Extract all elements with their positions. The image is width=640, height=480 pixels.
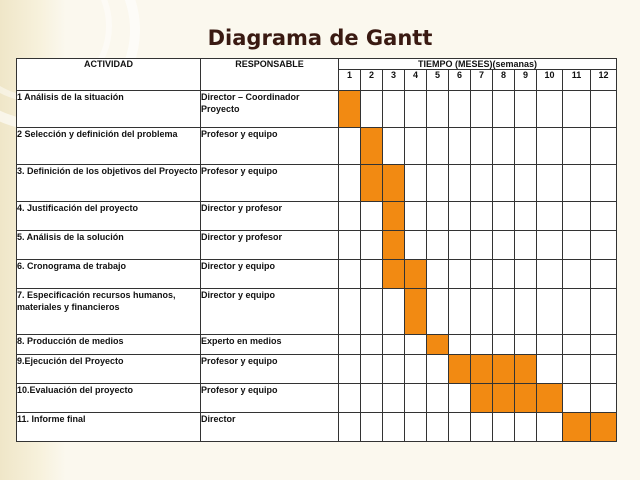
activity-cell: 8. Producción de medios xyxy=(17,335,201,355)
gantt-empty-cell xyxy=(537,335,563,355)
responsible-cell: Director y profesor xyxy=(201,202,339,231)
gantt-empty-cell xyxy=(537,128,563,165)
gantt-bar-cell xyxy=(383,202,405,231)
gantt-empty-cell xyxy=(427,260,449,289)
gantt-empty-cell xyxy=(471,231,493,260)
gantt-empty-cell xyxy=(427,128,449,165)
gantt-empty-cell xyxy=(515,289,537,335)
gantt-empty-cell xyxy=(563,289,591,335)
responsible-cell: Profesor y equipo xyxy=(201,128,339,165)
gantt-empty-cell xyxy=(361,413,383,442)
gantt-bar-cell xyxy=(405,289,427,335)
gantt-empty-cell xyxy=(563,91,591,128)
time-header: TIEMPO (MESES)(semanas) xyxy=(339,59,617,70)
gantt-bar-cell xyxy=(493,355,515,384)
month-number: 2 xyxy=(361,70,383,91)
gantt-empty-cell xyxy=(537,289,563,335)
gantt-empty-cell xyxy=(427,289,449,335)
gantt-empty-cell xyxy=(471,335,493,355)
gantt-empty-cell xyxy=(383,289,405,335)
gantt-empty-cell xyxy=(339,202,361,231)
activity-cell: 10.Evaluación del proyecto xyxy=(17,384,201,413)
gantt-empty-cell xyxy=(383,91,405,128)
gantt-bar-cell xyxy=(591,413,617,442)
month-number: 4 xyxy=(405,70,427,91)
gantt-bar-cell xyxy=(471,355,493,384)
gantt-empty-cell xyxy=(339,289,361,335)
gantt-bar-cell xyxy=(383,260,405,289)
gantt-empty-cell xyxy=(563,335,591,355)
month-number: 9 xyxy=(515,70,537,91)
gantt-empty-cell xyxy=(515,202,537,231)
gantt-empty-cell xyxy=(339,355,361,384)
gantt-empty-cell xyxy=(427,231,449,260)
gantt-empty-cell xyxy=(563,165,591,202)
gantt-bar-cell xyxy=(493,384,515,413)
responsible-cell: Experto en medios xyxy=(201,335,339,355)
gantt-empty-cell xyxy=(361,355,383,384)
activity-cell: 1 Análisis de la situación xyxy=(17,91,201,128)
gantt-bar-cell xyxy=(361,165,383,202)
table-row xyxy=(17,128,617,165)
gantt-empty-cell xyxy=(427,355,449,384)
gantt-empty-cell xyxy=(471,165,493,202)
gantt-empty-cell xyxy=(339,413,361,442)
gantt-empty-cell xyxy=(563,355,591,384)
month-number: 10 xyxy=(537,70,563,91)
activity-cell: 4. Justificación del proyecto xyxy=(17,202,201,231)
gantt-empty-cell xyxy=(591,91,617,128)
gantt-empty-cell xyxy=(515,165,537,202)
responsible-cell: Director – Coordinador Proyecto xyxy=(201,91,339,128)
responsible-cell: Profesor y equipo xyxy=(201,355,339,384)
gantt-empty-cell xyxy=(449,335,471,355)
gantt-empty-cell xyxy=(449,289,471,335)
gantt-empty-cell xyxy=(591,165,617,202)
table-row xyxy=(17,260,617,289)
activity-cell: 9.Ejecución del Proyecto xyxy=(17,355,201,384)
gantt-bar-cell xyxy=(563,413,591,442)
gantt-empty-cell xyxy=(405,91,427,128)
gantt-empty-cell xyxy=(515,413,537,442)
gantt-bar-cell xyxy=(405,260,427,289)
gantt-empty-cell xyxy=(493,231,515,260)
gantt-empty-cell xyxy=(493,202,515,231)
gantt-empty-cell xyxy=(537,231,563,260)
gantt-empty-cell xyxy=(339,165,361,202)
gantt-empty-cell xyxy=(493,413,515,442)
gantt-empty-cell xyxy=(427,202,449,231)
gantt-empty-cell xyxy=(493,128,515,165)
gantt-empty-cell xyxy=(339,384,361,413)
activity-cell: 7. Especificación recursos humanos, materiales y financieros xyxy=(17,289,201,335)
gantt-empty-cell xyxy=(471,202,493,231)
gantt-empty-cell xyxy=(493,260,515,289)
gantt-empty-cell xyxy=(591,384,617,413)
table-row xyxy=(17,91,617,128)
gantt-empty-cell xyxy=(591,335,617,355)
gantt-empty-cell xyxy=(405,384,427,413)
gantt-bar-cell xyxy=(339,91,361,128)
gantt-bar-cell xyxy=(383,165,405,202)
gantt-empty-cell xyxy=(537,165,563,202)
gantt-empty-cell xyxy=(515,335,537,355)
gantt-empty-cell xyxy=(591,355,617,384)
gantt-empty-cell xyxy=(537,260,563,289)
gantt-empty-cell xyxy=(361,260,383,289)
gantt-empty-cell xyxy=(361,384,383,413)
gantt-empty-cell xyxy=(537,355,563,384)
gantt-empty-cell xyxy=(405,128,427,165)
gantt-empty-cell xyxy=(515,231,537,260)
activity-cell: 5. Análisis de la solución xyxy=(17,231,201,260)
month-number: 5 xyxy=(427,70,449,91)
table-row xyxy=(17,335,617,355)
table-row xyxy=(17,355,617,384)
gantt-empty-cell xyxy=(563,260,591,289)
gantt-table xyxy=(16,58,617,442)
month-number: 3 xyxy=(383,70,405,91)
responsible-cell: Profesor y equipo xyxy=(201,165,339,202)
gantt-empty-cell xyxy=(449,231,471,260)
gantt-empty-cell xyxy=(361,91,383,128)
gantt-empty-cell xyxy=(383,335,405,355)
gantt-empty-cell xyxy=(493,335,515,355)
gantt-empty-cell xyxy=(405,335,427,355)
gantt-empty-cell xyxy=(591,289,617,335)
gantt-empty-cell xyxy=(537,202,563,231)
gantt-empty-cell xyxy=(361,289,383,335)
gantt-empty-cell xyxy=(471,413,493,442)
gantt-empty-cell xyxy=(339,128,361,165)
responsible-cell: Director y equipo xyxy=(201,260,339,289)
gantt-empty-cell xyxy=(515,128,537,165)
gantt-empty-cell xyxy=(471,289,493,335)
gantt-empty-cell xyxy=(537,91,563,128)
responsible-cell: Director y profesor xyxy=(201,231,339,260)
gantt-bar-cell xyxy=(515,355,537,384)
month-number: 7 xyxy=(471,70,493,91)
gantt-empty-cell xyxy=(563,231,591,260)
gantt-empty-cell xyxy=(361,335,383,355)
table-row xyxy=(17,165,617,202)
gantt-empty-cell xyxy=(449,202,471,231)
gantt-empty-cell xyxy=(537,413,563,442)
gantt-empty-cell xyxy=(471,128,493,165)
gantt-empty-cell xyxy=(449,128,471,165)
gantt-empty-cell xyxy=(405,231,427,260)
month-number: 8 xyxy=(493,70,515,91)
responsible-header: RESPONSABLE xyxy=(201,59,339,91)
page-title: Diagrama de Gantt xyxy=(207,26,433,50)
gantt-empty-cell xyxy=(339,231,361,260)
gantt-bar-cell xyxy=(537,384,563,413)
gantt-bar-cell xyxy=(361,128,383,165)
activity-cell: 6. Cronograma de trabajo xyxy=(17,260,201,289)
gantt-empty-cell xyxy=(563,128,591,165)
gantt-empty-cell xyxy=(405,355,427,384)
gantt-empty-cell xyxy=(515,91,537,128)
table-row xyxy=(17,384,617,413)
gantt-empty-cell xyxy=(383,355,405,384)
activity-cell: 2 Selección y definición del problema xyxy=(17,128,201,165)
gantt-empty-cell xyxy=(563,202,591,231)
gantt-empty-cell xyxy=(427,384,449,413)
month-number: 11 xyxy=(563,70,591,91)
gantt-bar-cell xyxy=(471,384,493,413)
gantt-empty-cell xyxy=(471,91,493,128)
gantt-empty-cell xyxy=(493,91,515,128)
gantt-empty-cell xyxy=(471,260,493,289)
gantt-empty-cell xyxy=(383,384,405,413)
table-row xyxy=(17,413,617,442)
gantt-empty-cell xyxy=(449,384,471,413)
gantt-empty-cell xyxy=(405,165,427,202)
gantt-empty-cell xyxy=(339,260,361,289)
gantt-empty-cell xyxy=(361,202,383,231)
gantt-empty-cell xyxy=(493,165,515,202)
gantt-empty-cell xyxy=(427,413,449,442)
month-number: 1 xyxy=(339,70,361,91)
gantt-empty-cell xyxy=(427,91,449,128)
gantt-empty-cell xyxy=(591,128,617,165)
responsible-cell: Director xyxy=(201,413,339,442)
activity-header: ACTIVIDAD xyxy=(17,59,201,91)
gantt-empty-cell xyxy=(427,165,449,202)
gantt-bar-cell xyxy=(515,384,537,413)
gantt-empty-cell xyxy=(493,289,515,335)
gantt-bar-cell xyxy=(427,335,449,355)
table-row xyxy=(17,202,617,231)
gantt-empty-cell xyxy=(405,202,427,231)
table-row xyxy=(17,289,617,335)
gantt-empty-cell xyxy=(449,91,471,128)
header-row xyxy=(17,59,617,70)
activity-cell: 11. Informe final xyxy=(17,413,201,442)
gantt-empty-cell xyxy=(449,165,471,202)
month-number: 12 xyxy=(591,70,617,91)
activity-cell: 3. Definición de los objetivos del Proyecto xyxy=(17,165,201,202)
gantt-empty-cell xyxy=(563,384,591,413)
gantt-empty-cell xyxy=(361,231,383,260)
gantt-empty-cell xyxy=(449,413,471,442)
gantt-bar-cell xyxy=(383,231,405,260)
gantt-empty-cell xyxy=(405,413,427,442)
gantt-bar-cell xyxy=(449,355,471,384)
gantt-empty-cell xyxy=(591,260,617,289)
table-row xyxy=(17,231,617,260)
gantt-empty-cell xyxy=(515,260,537,289)
month-number: 6 xyxy=(449,70,471,91)
responsible-cell: Director y equipo xyxy=(201,289,339,335)
gantt-empty-cell xyxy=(449,260,471,289)
gantt-empty-cell xyxy=(383,128,405,165)
responsible-cell: Profesor y equipo xyxy=(201,384,339,413)
gantt-empty-cell xyxy=(383,413,405,442)
gantt-empty-cell xyxy=(591,202,617,231)
gantt-empty-cell xyxy=(591,231,617,260)
gantt-empty-cell xyxy=(339,335,361,355)
